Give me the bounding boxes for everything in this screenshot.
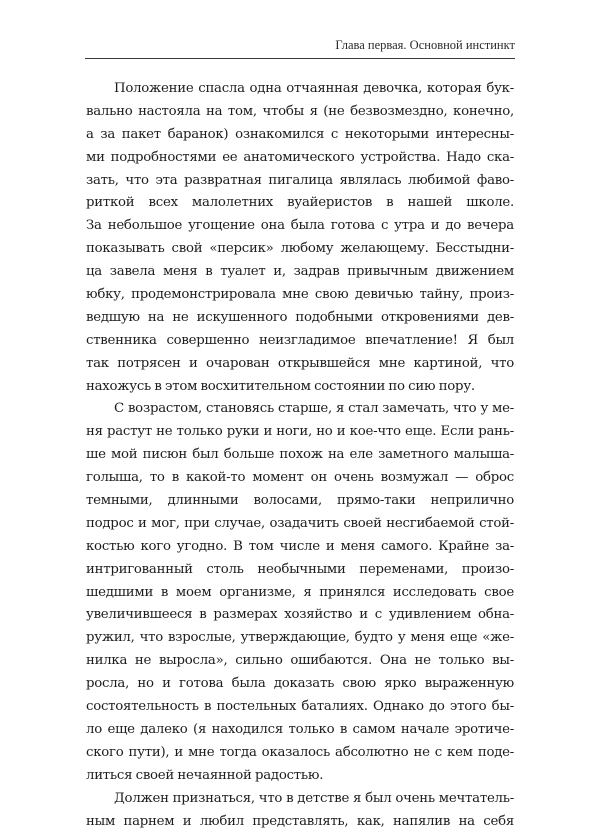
text-line: ружил, что взрослые, утверждающие, будто у меня еще «же-	[86, 627, 514, 650]
text-line: зать, что эта развратная пигалица являлась любимой фаво-	[86, 170, 514, 193]
text-line: темными, длинными волосами, прямо-таки неприлично	[86, 490, 514, 513]
text-line: ского пути), и мне тогда оказалось абсолютно не с кем поде-	[86, 742, 514, 765]
text-line: литься своей нечаянной радостью.	[86, 765, 514, 788]
text-line: За небольшое угощение она была готова с утра и до вечера	[86, 215, 514, 238]
text-line: интригованный столь необычными переменами, произо-	[86, 559, 514, 582]
running-head: Глава первая. Основной инстинкт	[85, 36, 515, 54]
text-line: ня растут не только руки и ноги, но и кое-что еще. Если рань-	[86, 421, 514, 444]
text-line: шедшими в моем организме, я принялся исследовать свое	[86, 582, 514, 605]
text-line: С возрастом, становясь старше, я стал замечать, что у ме-	[86, 398, 514, 421]
text-line: Должен признаться, что в детстве я был очень мечтатель-	[86, 788, 514, 811]
text-line: увеличившееся в размерах хозяйство и с удивлением обна-	[86, 604, 514, 627]
text-line: голыша, то в какой-то момент он очень возмужал — оброс	[86, 467, 514, 490]
text-line: состоятельность в постельных баталиях. Однако до этого бы-	[86, 696, 514, 719]
paragraph	[86, 398, 514, 787]
text-line: ственника совершенно неизгладимое впечатление! Я был	[86, 330, 514, 353]
text-line: костью кого угодно. В том числе и меня самого. Крайне за-	[86, 536, 514, 559]
paragraph	[86, 788, 514, 833]
text-line: ца завела меня в туалет и, задрав привычным движением	[86, 261, 514, 284]
text-line: нилка не выросла», сильно ошибаются. Она не только вы-	[86, 650, 514, 673]
text-line: ше мой писюн был больше похож на еле заметного малыша-	[86, 444, 514, 467]
text-line: нахожусь в этом восхитительном состоянии по сию пору.	[86, 376, 514, 399]
text-line: ным парнем и любил представлять, как, напялив на себя	[86, 811, 514, 833]
text-line: юбку, продемонстрировала мне свою девичью тайну, произ-	[86, 284, 514, 307]
text-line: Положение спасла одна отчаянная девочка, которая бук-	[86, 78, 514, 101]
text-line: ми подробностями ее анатомического устройства. Надо ска-	[86, 147, 514, 170]
text-line: ведшую на не искушенного подобными откровениями дев-	[86, 307, 514, 330]
text-line: вально настояла на том, чтобы я (не безвозмездно, конечно,	[86, 101, 514, 124]
text-line: ло еще далеко (я находился только в самом начале эротиче-	[86, 719, 514, 742]
text-line: показывать свой «персик» любому желающему. Бесстыдни-	[86, 238, 514, 261]
text-line: росла, но и готова была доказать свою ярко выраженную	[86, 673, 514, 696]
text-line: подрос и мог, при случае, озадачить своей несгибаемой стой-	[86, 513, 514, 536]
paragraph	[86, 78, 514, 398]
text-line: так потрясен и очарован открывшейся мне картиной, что	[86, 353, 514, 376]
text-body	[86, 78, 514, 833]
text-line: риткой всех малолетних вуайеристов в нашей школе.	[86, 192, 514, 215]
text-line: а за пакет баранок) ознакомился с некоторыми интересны-	[86, 124, 514, 147]
header-rule	[85, 58, 515, 59]
